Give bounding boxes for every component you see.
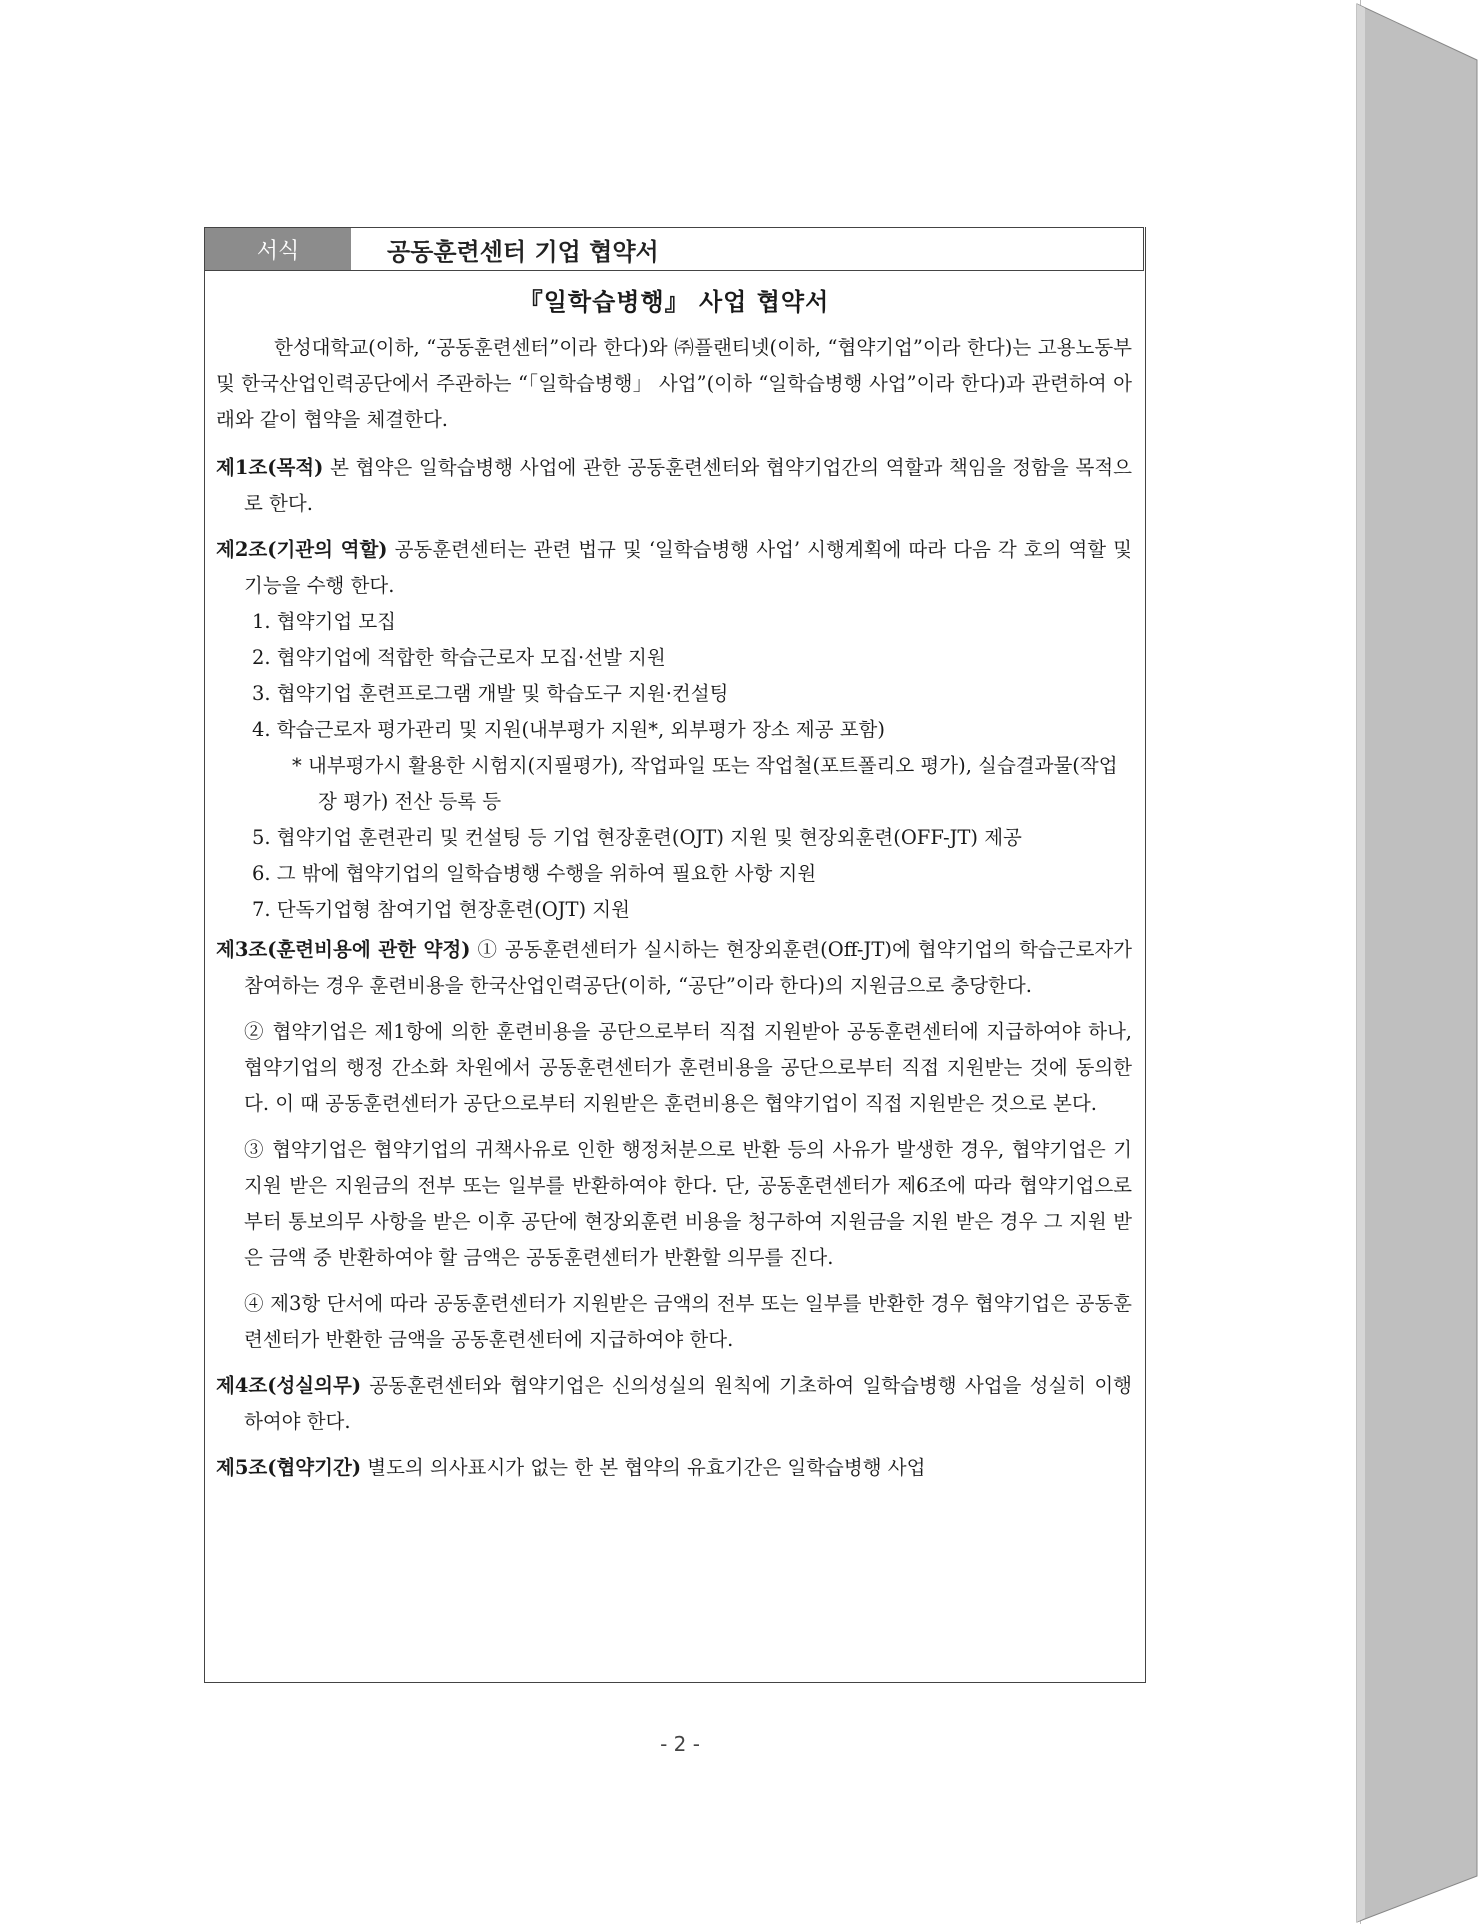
intro-paragraph: 한성대학교(이하, “공동훈련센터”이라 한다)와 ㈜플랜티넷(이하, “협약기업”이라 한다)는 고용노동부 및 한국산업인력공단에서 주관하는 “「일학습병행」 사업”(이하 “일학습병행 사업”이라 한다)과 관련하여 아래와 같이 협약을 체결한다.: [216, 336, 1132, 431]
article-3-paragraph-4: ④ 제3항 단서에 따라 공동훈련센터가 지원받은 금액의 전부 또는 일부를 반환한 경우 협약기업은 공동훈련센터가 반환한 금액을 공동훈련센터에 지급하여야 한다.: [244, 1292, 1132, 1351]
list-item: 4. 학습근로자 평가관리 및 지원(내부평가 지원*, 외부평가 장소 제공 포함): [252, 718, 885, 741]
article-4: [216, 1368, 1132, 1440]
article-3: [216, 932, 1132, 1004]
page-edge-shadow: [1355, 0, 1481, 1926]
article-1-text: 본 협약은 일학습병행 사업에 관한 공동훈련센터와 협약기업간의 역할과 책임을 정함을 목적으로 한다.: [244, 456, 1132, 515]
article-5: [216, 1450, 1132, 1486]
document-title: 『일학습병행』 사업 협약서: [518, 288, 830, 316]
article-5-text: 별도의 의사표시가 없는 한 본 협약의 유효기간은 일학습병행 사업: [361, 1456, 926, 1479]
list-item: 2. 협약기업에 적합한 학습근로자 모집·선발 지원: [252, 646, 666, 669]
list-item: 5. 협약기업 훈련관리 및 컨설팅 등 기업 현장훈련(OJT) 지원 및 현장외훈련(OFF-JT) 제공: [252, 826, 1022, 849]
list-item: 6. 그 밖에 협약기업의 일학습병행 수행을 위하여 필요한 사항 지원: [252, 862, 817, 885]
page-number: - 2 -: [660, 1732, 700, 1756]
article-1-heading: 제1조(목적): [216, 456, 324, 479]
article-2: [216, 532, 1132, 604]
article-2-items: [216, 604, 1132, 928]
form-title: 공동훈련센터 기업 협약서: [387, 237, 659, 266]
article-3-text: ① 공동훈련센터가 실시하는 현장외훈련(Off-JT)에 협약기업의 학습근로자가 참여하는 경우 훈련비용을 한국산업인력공단(이하, “공단”이라 한다)의 지원금으로 충당한다.: [244, 938, 1133, 997]
article-2-heading: 제2조(기관의 역할): [216, 538, 388, 561]
list-item: 7. 단독기업형 참여기업 현장훈련(OJT) 지원: [252, 898, 630, 921]
article-3-heading: 제3조(훈련비용에 관한 약정): [216, 938, 471, 961]
article-2-text: 공동훈련센터는 관련 법규 및 ‘일학습병행 사업’ 시행계획에 따라 다음 각 호의 역할 및 기능을 수행 한다.: [244, 538, 1133, 597]
article-1: [216, 450, 1132, 522]
article-4-text: 공동훈련센터와 협약기업은 신의성실의 원칙에 기초하여 일학습병행 사업을 성실히 이행하여야 한다.: [244, 1374, 1132, 1433]
form-header: [204, 227, 1144, 271]
article-3-paragraph-2: ② 협약기업은 제1항에 의한 훈련비용을 공단으로부터 직접 지원받아 공동훈련센터에 지급하여야 하나, 협약기업의 행정 간소화 차원에서 공동훈련센터가 훈련비용을 공단으로부터 직접 지원받는 것에 동의한다. 이 때 공동훈련센터가 공단으로부터 지원받은 훈련비용은 협약기업이 직접 지원받은 것으로 본다.: [244, 1020, 1132, 1115]
document-body: [216, 280, 1132, 1496]
article-4-heading: 제4조(성실의무): [216, 1374, 362, 1397]
footnote: * 내부평가시 활용한 시험지(지필평가), 작업파일 또는 작업철(포트폴리오 평가), 실습결과물(작업장 평가) 전산 등록 등: [292, 754, 1118, 813]
list-item: 1. 협약기업 모집: [252, 610, 397, 633]
form-tag: 서식: [205, 228, 351, 270]
article-3-paragraph-3: ③ 협약기업은 협약기업의 귀책사유로 인한 행정처분으로 반환 등의 사유가 발생한 경우, 협약기업은 기지원 받은 지원금의 전부 또는 일부를 반환하여야 한다. 단, 공동훈련센터가 제6조에 따라 협약기업으로부터 통보의무 사항을 받은 이후 공단에 현장외훈련 비용을 청구하여 지원금을 지원 받은 경우 그 지원 받은 금액 중 반환하여야 할 금액은 공동훈련센터가 반환할 의무를 진다.: [244, 1138, 1132, 1269]
article-5-heading: 제5조(협약기간): [216, 1456, 362, 1479]
list-item: 3. 협약기업 훈련프로그램 개발 및 학습도구 지원·컨설팅: [252, 682, 729, 705]
